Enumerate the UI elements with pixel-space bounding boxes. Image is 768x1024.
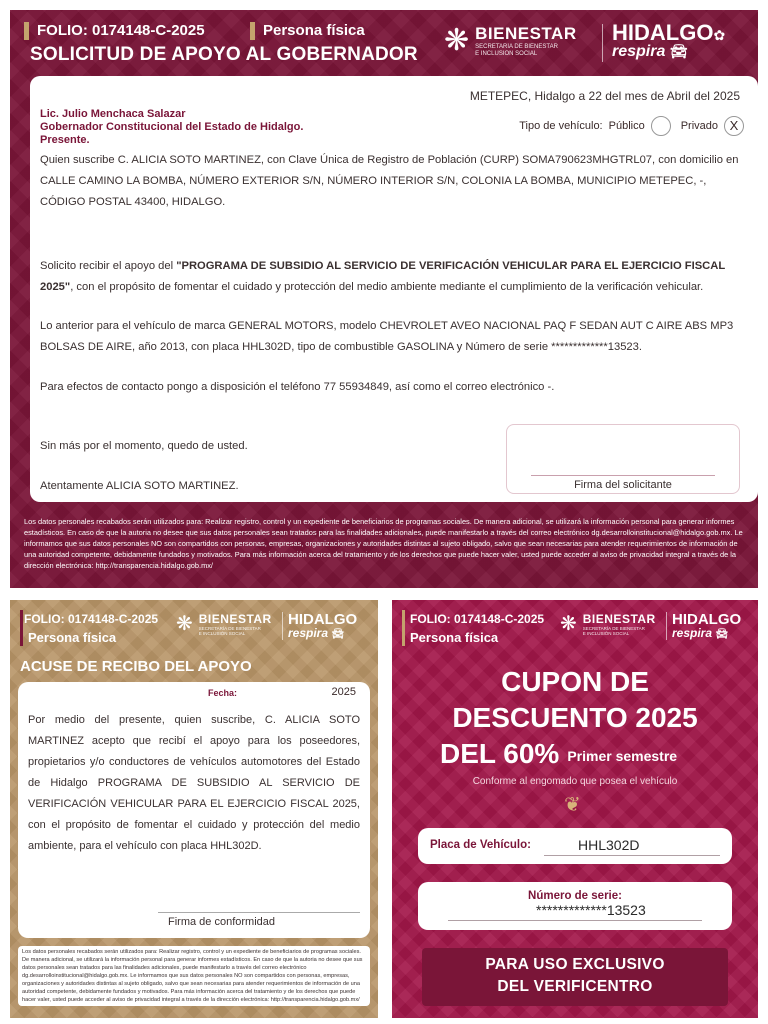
signature-name: Atentamente ALICIA SOTO MARTINEZ. xyxy=(40,480,239,492)
car-icon: 🚘︎ xyxy=(331,629,345,640)
paragraph-vehicle: Lo anterior para el vehículo de marca GENERAL MOTORS, modelo CHEVROLET AVEO NACIONAL PAQ F SEDAN AUT C AIRE ABS MP3 BOLSAS DE AIRE, año 2013, con placa HHL302D, tipo de combustible GASOLINA y Número de serie *************13523. xyxy=(40,320,734,353)
acuse-card xyxy=(18,682,370,938)
cupon-title-line3: DEL 60% Primer semestre xyxy=(440,738,678,769)
publico-checkbox[interactable] xyxy=(651,116,671,136)
fecha-label: Fecha: xyxy=(208,688,238,698)
privacy-notice: Los datos personales recabados serán utilizados para: Realizar registro, control y un expediente de beneficiarios de programas sociales. De manera adicional, se utilizará la información personal para generar informes estadísticos. En caso de que la autoria no desee que sus datos personales sean tratados para las finalidades adicionales, puede manifestarlo a través del correo electrónico dg.desarrolloinstitucional@hidalgo.gob.mx. Le informamos que sus datos personales NO son compartidos con personas, empresas, organizaciones y autoridades distintas al sujeto obligado, salvo que sean necesarias para atender requerimientos de información de una autoridad competente, debidamente fundados y motivados. Para más información acerca del tratamiento y de los derechos que puede hacer valer, usted puede acceder al aviso de privacidad integral a través de la dirección electrónica: http://transparencia.hidalgo.gob.mx/ xyxy=(24,517,743,570)
letter-card xyxy=(30,76,758,502)
paragraph-request: Solicito recibir el apoyo del "PROGRAMA DE SUBSIDIO AL SERVICIO DE VERIFICACIÓN VEHICULAR PARA EL EJERCICIO FISCAL 2025", con el propósito de fomentar el cuidado y protección del medio ambiente mediante el cumplimiento de la verificación vehicular. xyxy=(40,260,725,293)
cupon-section xyxy=(392,600,758,1018)
acuse-title: ACUSE DE RECIBO DEL APOYO xyxy=(20,658,252,675)
letter-date: METEPEC, Hidalgo a 22 del mes de Abril del 2025 xyxy=(469,89,740,103)
paragraph-contact: Para efectos de contacto pongo a disposición el teléfono 77 55934849, así como el correo electrónico -. xyxy=(40,381,555,393)
solicitud-section xyxy=(10,10,758,588)
car-icon: 🚘︎ xyxy=(669,43,688,59)
hidalgo-respira-logo: HIDALGO✿ respira 🚘︎ xyxy=(612,20,726,60)
cupon-title-line1: CUPON DE xyxy=(501,666,649,697)
cupon-folio: FOLIO: 0174148-C-2025 xyxy=(410,612,545,626)
signature-box[interactable] xyxy=(506,424,740,494)
page-title: SOLICITUD DE APOYO AL GOBERNADOR xyxy=(30,44,418,65)
placa-label: Placa de Vehículo: xyxy=(430,839,531,851)
cupon-title-line2: DESCUENTO 2025 xyxy=(452,702,698,733)
flower-icon: ❋ xyxy=(560,613,577,635)
bienestar-logo: ❋ BIENESTAR SECRETARÍA DE BIENESTAR E INCLUSIÓN SOCIAL xyxy=(444,24,577,57)
fecha-field[interactable]: 2025 xyxy=(331,686,356,698)
placa-value: HHL302D xyxy=(578,837,640,853)
closing-text: Sin más por el momento, quedo de usted. xyxy=(40,440,248,452)
ornament-icon: ❦ xyxy=(564,794,581,816)
paragraph-requester: Quien suscribe C. ALICIA SOTO MARTINEZ, con Clave Única de Registro de Población (CURP) SOMA790623MHGTRL07, con domicilio en CALLE CAMINO LA BOMBA, NÚMERO EXTERIOR S/N, NÚMERO INTERIOR S/N, COLONIA LA BOMBA, MUNICIPIO METEPEC, -, CÓDIGO POSTAL 43400, HIDALGO. xyxy=(40,154,739,208)
signature-line[interactable] xyxy=(158,912,360,913)
serie-label: Número de serie: xyxy=(528,890,622,902)
cupon-note: Conforme al engomado que posea el vehículo xyxy=(472,776,678,787)
vehicle-type: Tipo de vehículo: Público Privado X xyxy=(519,116,744,136)
signature-label: Firma del solicitante xyxy=(574,479,672,491)
acuse-text: Por medio del presente, quien suscribe, C. ALICIA SOTO MARTINEZ acepto que recibí el apoyo para los poseedores, propietarios y/o conductores de vehículos automotores del Estado de Hidalgo PROGRAMA DE SUBSIDIO AL SERVICIO DE VERIFICACIÓN VEHICULAR PARA EL EJERCICIO FISCAL 2025, con el propósito de fomentar el cuidado y protección del medio ambiente, para el vehículo con placa HHL302D. xyxy=(28,714,360,852)
cupon-persona: Persona física xyxy=(410,630,499,645)
serie-field[interactable] xyxy=(418,882,732,930)
privacy-notice: Los datos personales recabados serán utilizados para: Realizar registro, control y un expediente de beneficiarios de programas sociales. De manera adicional, se utilizará la información personal para generar informes estadísticos. En caso de que la autoria no desee que sus datos personales sean tratados para las finalidades adicionales, puede manifestarlo a través del correo electrónico dg.desarrolloinstitucional@hidalgo.gob.mx. Le informamos que sus datos personales NO son compartidos con personas, empresas, organizaciones y autoridades distintas al sujeto obligado, salvo que sean necesarias para atender requerimientos de información de una autoridad competente, debidamente fundados y motivados. Para más información acerca del tratamiento y de los derechos que puede hacer valer, usted puede acceder al aviso de privacidad integral a través de la dirección electrónica: http://transparencia.hidalgo.gob.mx/ xyxy=(18,946,370,1006)
bienestar-logo: ❋ BIENESTAR SECRETARÍA DE BIENESTAR E INCLUSIÓN SOCIAL xyxy=(560,612,656,636)
car-icon: 🚘︎ xyxy=(715,629,729,640)
acuse-folio: FOLIO: 0174148-C-2025 xyxy=(24,612,159,626)
placa-field[interactable] xyxy=(418,828,732,864)
privado-checkbox[interactable]: X xyxy=(724,116,744,136)
acuse-section xyxy=(10,600,378,1018)
addressee: Lic. Julio Menchaca Salazar Gobernador Constitucional del Estado de Hidalgo. Presente. xyxy=(40,108,304,146)
persona-label: Persona física xyxy=(250,22,365,40)
folio-label: FOLIO: 0174148-C-2025 xyxy=(24,22,205,40)
acuse-persona: Persona física xyxy=(28,630,117,645)
serie-value: *************13523 xyxy=(536,902,646,918)
flower-icon: ✿ xyxy=(713,27,726,43)
flower-icon: ❋ xyxy=(444,24,470,57)
flower-icon: ❋ xyxy=(176,613,193,635)
hidalgo-respira-logo: HIDALGO respira 🚘︎ xyxy=(672,611,742,640)
exclusive-banner: PARA USO EXCLUSIVO DEL VERIFICENTRO xyxy=(422,948,728,1006)
signature-label: Firma de conformidad xyxy=(168,916,275,928)
bienestar-logo: ❋ BIENESTAR SECRETARÍA DE BIENESTAR E INCLUSIÓN SOCIAL xyxy=(176,612,272,636)
hidalgo-respira-logo: HIDALGO respira 🚘︎ xyxy=(288,611,358,640)
